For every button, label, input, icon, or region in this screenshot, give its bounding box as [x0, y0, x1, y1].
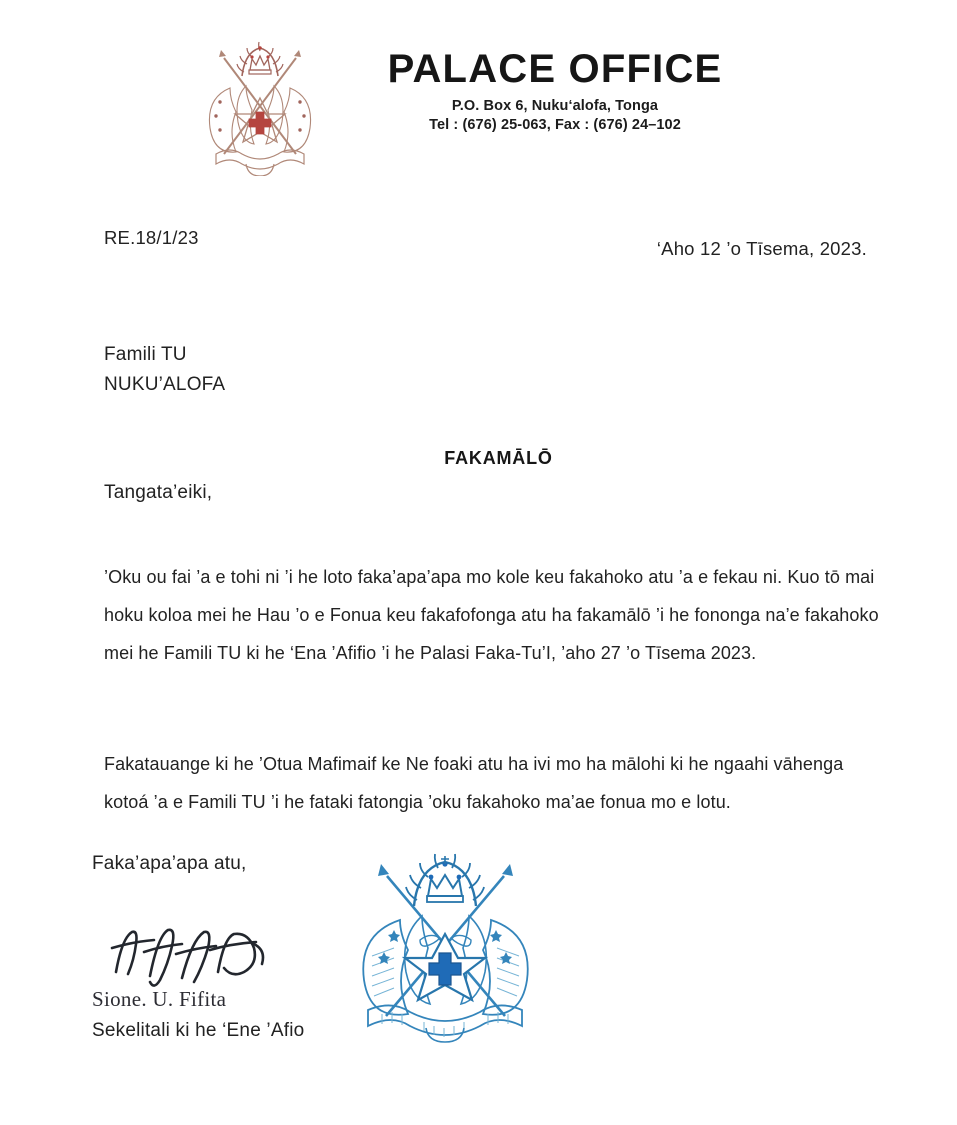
signatory-role: Sekelitali ki he ‘Ene ’Afio — [92, 1020, 305, 1041]
reference-number: RE.18/1/23 — [104, 227, 199, 248]
signatory-name: Sione. U. Fifita — [92, 987, 227, 1011]
addressee-line-2: NUKU’ALOFA — [104, 374, 226, 395]
salutation: Tangata’eiki, — [104, 482, 213, 503]
tonga-coat-of-arms-seal-icon — [338, 848, 553, 1043]
body-paragraph-1: ’Oku ou fai ’a e tohi ni ’i he loto faka’apa’apa mo kole keu fakahoko atu ’a e fekau ni. Kuo tō mai hoku koloa mei he Hau ’o e Fonua keu fakafofonga atu ha fakamālō ’i he fononga na’e fakahoko mei he Famili TU ki he ‘Ena ’Afifio ’i he Palasi Faka-Tu’I, ’aho 27 ’o Tīsema 2023. — [104, 567, 879, 663]
office-address: P.O. Box 6, Nuku‘alofa, Tonga — [451, 98, 659, 114]
letterhead — [0, 28, 957, 178]
office-title: PALACE OFFICE — [387, 47, 723, 91]
closing-phrase: Faka’apa’apa atu, — [92, 853, 247, 874]
addressee-line-1: Famili TU — [104, 344, 187, 365]
tonga-coat-of-arms-icon — [190, 36, 330, 176]
addressee-block — [104, 340, 225, 400]
subject-heading: FAKAMĀLŌ — [444, 448, 553, 468]
handwritten-signature — [106, 920, 336, 995]
letterhead-text — [355, 48, 755, 133]
body-paragraph-2: Fakatauange ki he ’Otua Mafimaif ke Ne foaki atu ha ivi mo ha mālohi ki he ngaahi vāhenga kotoá ’a e Famili TU ’i he fataki fatongia ’oku fakahoko ma’ae fonua mo e lotu. — [104, 754, 844, 812]
letter-date: ‘Aho 12 ’o Tīsema, 2023. — [656, 238, 867, 259]
office-contact: Tel : (676) 25-063, Fax : (676) 24–102 — [429, 117, 681, 133]
